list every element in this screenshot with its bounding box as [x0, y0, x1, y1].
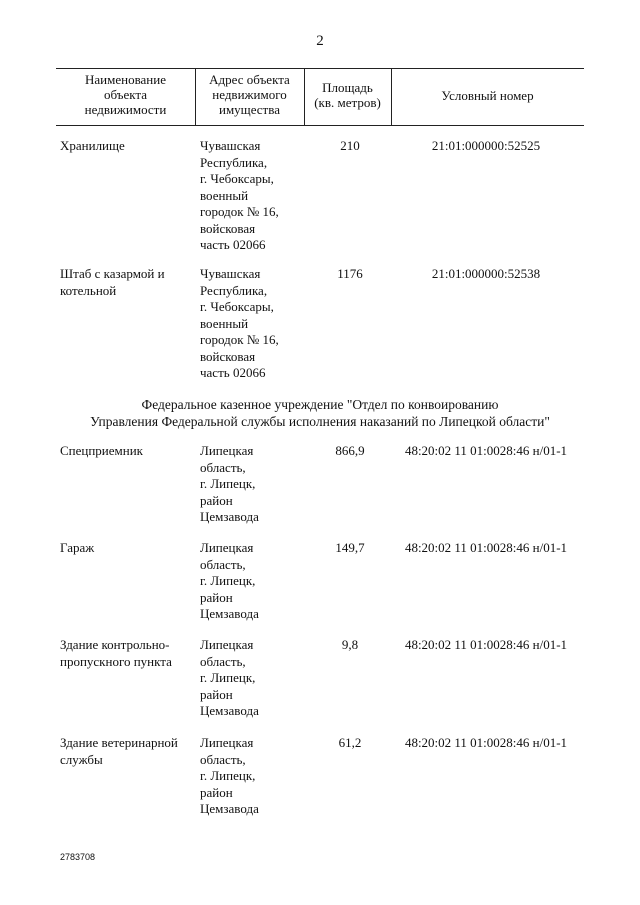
row-address-line: военный — [200, 315, 249, 331]
row-address-line: часть 02066 — [200, 237, 266, 252]
row-address-line: Цемзавода — [200, 606, 259, 621]
row-address-line: область, — [200, 653, 246, 669]
row-name — [60, 443, 190, 460]
row-name — [60, 540, 190, 557]
row-address-line: войсковая — [200, 348, 256, 364]
row-address-line: г. Липецк, — [200, 768, 256, 783]
row-address-line: район — [200, 686, 233, 702]
row-address — [200, 138, 300, 254]
row-address-line: Липецкая — [200, 735, 254, 750]
header-number — [391, 88, 584, 103]
table-header-top-rule — [56, 68, 584, 69]
row-address-line: часть 02066 — [200, 365, 266, 380]
row-address-line: область, — [200, 459, 246, 475]
header-name-line: объекта — [103, 87, 148, 102]
row-area — [310, 637, 390, 654]
row-name — [60, 735, 190, 768]
row-address-line: Липецкая — [200, 443, 254, 458]
row-name-line: Спецприемник — [60, 443, 143, 458]
row-address-line: Республика, — [200, 154, 268, 170]
row-address-line: г. Липецк, — [200, 670, 256, 685]
header-address — [195, 72, 304, 117]
header-area-line: (кв. метров) — [314, 95, 381, 110]
row-area — [310, 443, 390, 460]
row-area — [310, 266, 390, 283]
row-address — [200, 637, 300, 720]
row-address — [200, 443, 300, 526]
row-name — [60, 138, 190, 155]
row-area-line: 9,8 — [341, 637, 359, 652]
row-number — [395, 735, 577, 752]
row-address-line: Чувашская — [200, 266, 261, 281]
row-address-line: г. Липецк, — [200, 573, 256, 588]
row-name-line: пропускного пункта — [60, 653, 172, 669]
header-address-line: недвижимого — [212, 87, 287, 102]
row-number — [395, 266, 577, 283]
row-address-line: область, — [200, 751, 246, 767]
header-area — [304, 80, 391, 110]
row-area — [310, 138, 390, 155]
row-address-line: г. Чебоксары, — [200, 171, 274, 186]
row-area-line: 210 — [340, 138, 360, 153]
row-address-line: г. Чебоксары, — [200, 299, 274, 314]
row-address-line: войсковая — [200, 220, 256, 236]
organization-heading-line: Управления Федеральной службы исполнения наказаний по Липецкой области" — [90, 414, 550, 429]
row-address-line: район — [200, 589, 233, 605]
row-address-line: Цемзавода — [200, 801, 259, 816]
row-name-line: службы — [60, 751, 103, 767]
organization-heading — [56, 396, 584, 430]
header-address-line: имущества — [219, 102, 280, 117]
header-number-line: Условный номер — [441, 88, 534, 103]
header-address-line: Адрес объекта — [209, 72, 290, 87]
row-area-line: 61,2 — [338, 735, 362, 750]
row-address-line: район — [200, 784, 233, 800]
row-name-line: Здание контрольно- — [60, 637, 170, 652]
row-name — [60, 637, 190, 670]
row-address-line: городок № 16, — [200, 332, 279, 347]
row-address — [200, 540, 300, 623]
header-area-line: Площадь — [322, 80, 373, 95]
row-area-line: 866,9 — [335, 443, 365, 458]
row-number — [395, 138, 577, 155]
row-name-line: Здание ветеринарной — [60, 735, 178, 750]
header-name-line: недвижимости — [84, 102, 167, 117]
row-address — [200, 735, 300, 818]
row-address-line: Липецкая — [200, 637, 254, 652]
row-number-line: 21:01:000000:52525 — [431, 138, 541, 153]
row-number — [395, 540, 577, 557]
row-address-line: район — [200, 492, 233, 508]
table-header-bottom-rule — [56, 125, 584, 126]
row-area-line: 149,7 — [335, 540, 365, 555]
row-name-line: Штаб с казармой и — [60, 266, 165, 281]
document-id: 2783708 — [60, 852, 96, 862]
organization-heading-line: Федеральное казенное учреждение "Отдел по конвоированию — [141, 397, 499, 412]
row-area — [310, 540, 390, 557]
row-address-line: городок № 16, — [200, 204, 279, 219]
row-address-line: Республика, — [200, 282, 268, 298]
row-name-line: котельной — [60, 282, 117, 298]
row-number-line: 48:20:02 11 01:0028:46 н/01-1 — [404, 443, 568, 458]
row-area-line: 1176 — [337, 266, 363, 281]
row-number-line: 48:20:02 11 01:0028:46 н/01-1 — [404, 735, 568, 750]
header-name — [56, 72, 195, 117]
row-address-line: область, — [200, 556, 246, 572]
row-name-line: Хранилище — [60, 138, 125, 153]
row-address-line: Цемзавода — [200, 509, 259, 524]
row-number-line: 21:01:000000:52538 — [431, 266, 541, 281]
row-name-line: Гараж — [60, 540, 95, 555]
row-address-line: Липецкая — [200, 540, 254, 555]
row-number-line: 48:20:02 11 01:0028:46 н/01-1 — [404, 540, 568, 555]
row-address-line: Чувашская — [200, 138, 261, 153]
row-number-line: 48:20:02 11 01:0028:46 н/01-1 — [404, 637, 568, 652]
row-number — [395, 443, 577, 460]
row-number — [395, 637, 577, 654]
row-address-line: г. Липецк, — [200, 476, 256, 491]
row-address — [200, 266, 300, 382]
header-name-line: Наименование — [85, 72, 166, 87]
row-area — [310, 735, 390, 752]
row-address-line: военный — [200, 187, 249, 203]
row-name — [60, 266, 190, 299]
row-address-line: Цемзавода — [200, 703, 259, 718]
page-number: 2 — [316, 33, 324, 49]
